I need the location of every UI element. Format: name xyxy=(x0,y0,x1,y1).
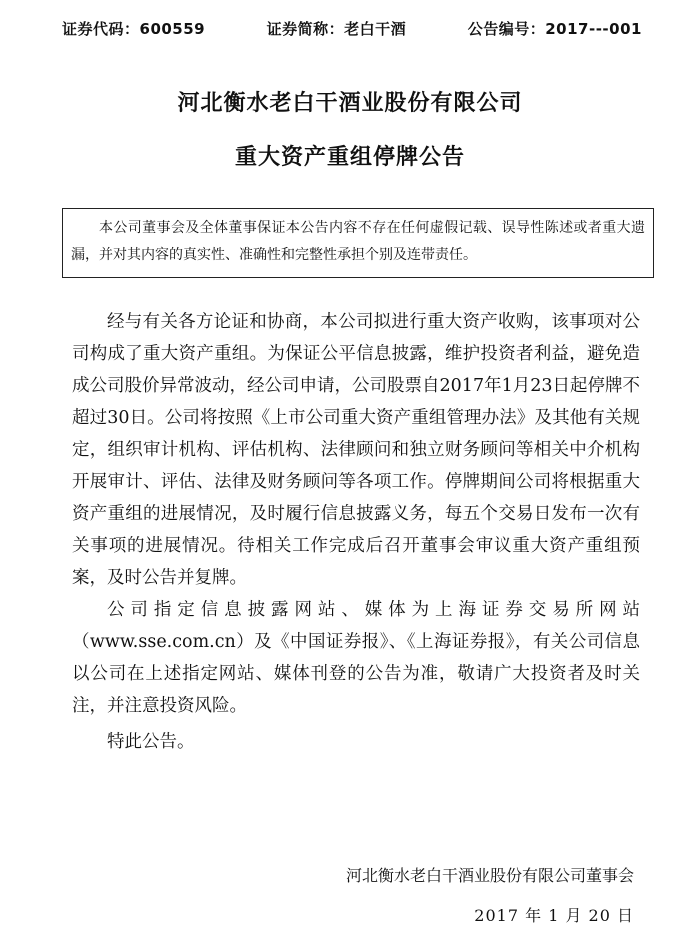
company-title: 河北衡水老白干酒业股份有限公司 xyxy=(177,91,523,116)
document-header xyxy=(62,18,642,39)
stock-name: 证券简称：老白干酒 xyxy=(266,20,407,38)
signature-signer: 河北衡水老白干酒业股份有限公司董事会 xyxy=(345,866,634,885)
body-paragraph-2: 公司指定信息披露网站、媒体为上海证券交易所网站（www.sse.com.cn）及《中国证券报》、《上海证券报》，有关公司信息以公司在上述指定网站、媒体刊登的公告为准，敬请广大投资者及时关注，并注意投资风险。 xyxy=(72,600,640,716)
body-paragraph-1: 经与有关各方论证和协商，本公司拟进行重大资产收购，该事项对公司构成了重大资产重组。为保证公平信息披露，维护投资者利益，避免造成公司股价异常波动，经公司申请，公司股票自2017年1月23日起停牌不超过30日。公司将按照《上市公司重大资产重组管理办法》及其他有关规定，组织审计机构、评估机构、法律顾问和独立财务顾问等相关中介机构开展审计、评估、法律及财务顾问等各项工作。停牌期间公司将根据重大资产重组的进展情况，及时履行信息披露义务，每五个交易日发布一次有关事项的进展情况。待相关工作完成后召开董事会审议重大资产重组预案，及时公告并复牌。 xyxy=(72,312,640,588)
notice-title: 重大资产重组停牌公告 xyxy=(234,145,465,170)
closing-line: 特此公告。 xyxy=(107,732,195,752)
disclaimer-box: 本公司董事会及全体董事保证本公告内容不存在任何虚假记载、误导性陈述或者重大遗漏，并对其内容的真实性、准确性和完整性承担个别及连带责任。 xyxy=(62,208,654,278)
notice-number: 公告编号：2017---001 xyxy=(467,20,642,38)
notice-body xyxy=(72,306,640,758)
signature-date: 2017 年 1 月 20 日 xyxy=(474,906,634,925)
stock-code: 证券代码：600559 xyxy=(62,20,206,38)
